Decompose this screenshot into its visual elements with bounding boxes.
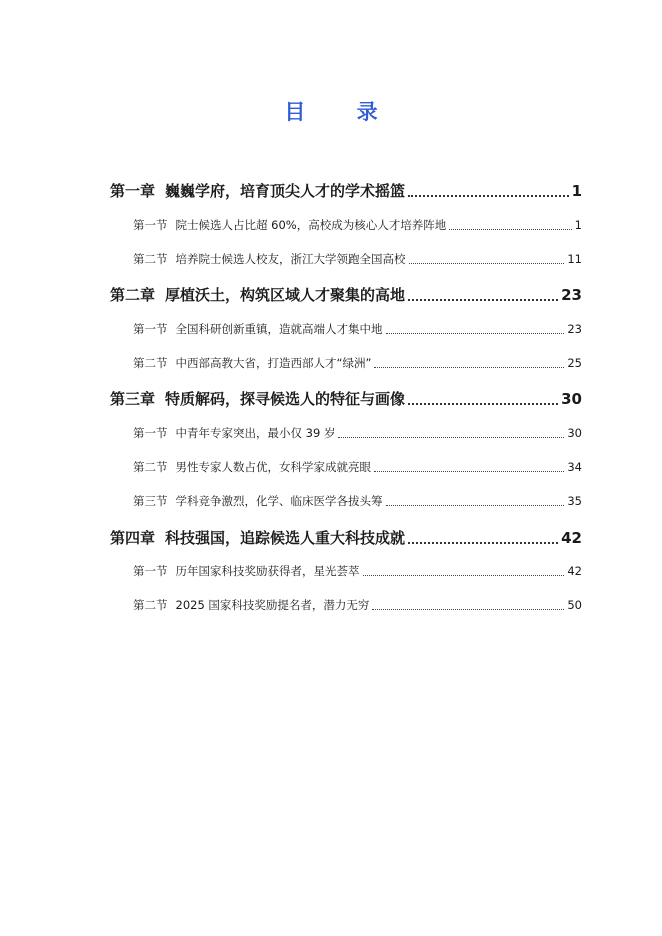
page-number: 1: [571, 182, 582, 200]
page-number: 1: [574, 218, 582, 232]
dot-leader: [449, 229, 571, 230]
chapter-number: 第一章: [110, 182, 156, 200]
section-number: 第一节: [133, 322, 168, 336]
dot-leader: [374, 367, 564, 368]
page-number: 30: [561, 390, 582, 408]
page-number: 42: [567, 564, 582, 578]
toc-section-1-2[interactable]: [133, 251, 582, 267]
toc-section-3-3[interactable]: [133, 493, 582, 509]
chapter-number: 第二章: [110, 286, 156, 304]
toc-entry-label: [110, 527, 405, 548]
toc-entry-label: [133, 321, 383, 337]
toc-section-4-2[interactable]: [133, 597, 582, 613]
section-title: 历年国家科技奖励获得者，星光荟萃: [175, 564, 360, 578]
toc-section-3-2[interactable]: [133, 459, 582, 475]
toc-entry-label: [110, 388, 405, 409]
toc-entry-label: [133, 459, 371, 475]
toc-entry-label: [133, 217, 446, 233]
toc-chapter-4[interactable]: [110, 527, 582, 548]
section-number: 第一节: [133, 564, 168, 578]
dot-leader: [409, 263, 565, 264]
section-number: 第一节: [133, 426, 168, 440]
page-number: 30: [567, 426, 582, 440]
section-title: 中青年专家突出，最小仅 39 岁: [175, 426, 336, 440]
dot-leader: [386, 333, 565, 334]
toc-entry-label: [133, 563, 360, 579]
dot-leader: [408, 403, 558, 405]
toc-chapter-1[interactable]: [110, 180, 582, 201]
toc-section-3-1[interactable]: [133, 425, 582, 441]
section-number: 第二节: [133, 356, 168, 370]
toc-entry-label: [133, 251, 406, 267]
chapter-number: 第三章: [110, 390, 156, 408]
chapter-title: 厚植沃土，构筑区域人才聚集的高地: [165, 286, 406, 304]
section-title: 2025 国家科技奖励提名者，潜力无穷: [175, 598, 370, 612]
page-number: 50: [567, 598, 582, 612]
dot-leader: [408, 299, 558, 301]
chapter-number: 第四章: [110, 529, 156, 547]
page-title: 目 录: [284, 100, 400, 124]
section-number: 第三节: [133, 494, 168, 508]
page-number: 11: [567, 252, 582, 266]
chapter-title: 特质解码，探寻候选人的特征与画像: [165, 390, 406, 408]
dot-leader: [374, 471, 564, 472]
toc-entry-label: [133, 493, 383, 509]
section-title: 培养院士候选人校友，浙江大学领跑全国高校: [175, 252, 406, 266]
section-title: 中西部高教大省，打造西部人才“绿洲”: [175, 356, 372, 370]
section-title: 院士候选人占比超 60%，高校成为核心人才培养阵地: [175, 218, 447, 232]
toc-entry-label: [133, 355, 371, 371]
page-number: 42: [561, 529, 582, 547]
dot-leader: [386, 505, 565, 506]
section-number: 第一节: [133, 218, 168, 232]
toc-section-4-1[interactable]: [133, 563, 582, 579]
dot-leader: [372, 609, 564, 610]
page-number: 35: [567, 494, 582, 508]
section-number: 第二节: [133, 252, 168, 266]
toc-section-1-1[interactable]: [133, 217, 582, 233]
chapter-title: 巍巍学府，培育顶尖人才的学术摇篮: [165, 182, 406, 200]
section-title: 男性专家人数占优，女科学家成就亮眼: [175, 460, 371, 474]
toc-entry-label: [133, 425, 335, 441]
dot-leader: [408, 195, 569, 197]
dot-leader: [408, 542, 558, 544]
dot-leader: [338, 437, 564, 438]
toc-entry-label: [110, 180, 405, 201]
section-title: 全国科研创新重镇，造就高端人才集中地: [175, 322, 383, 336]
toc-chapter-3[interactable]: [110, 388, 582, 409]
toc-entry-label: [110, 284, 405, 305]
page-number: 23: [561, 286, 582, 304]
dot-leader: [363, 575, 565, 576]
section-title: 学科竞争激烈，化学、临床医学各拔头筹: [175, 494, 383, 508]
toc-entry-label: [133, 597, 369, 613]
toc-chapter-2[interactable]: [110, 284, 582, 305]
toc-section-2-1[interactable]: [133, 321, 582, 337]
toc-section-2-2[interactable]: [133, 355, 582, 371]
section-number: 第二节: [133, 460, 168, 474]
chapter-title: 科技强国，追踪候选人重大科技成就: [165, 529, 406, 547]
page-number: 25: [567, 356, 582, 370]
section-number: 第二节: [133, 598, 168, 612]
page-number: 23: [567, 322, 582, 336]
page-number: 34: [567, 460, 582, 474]
